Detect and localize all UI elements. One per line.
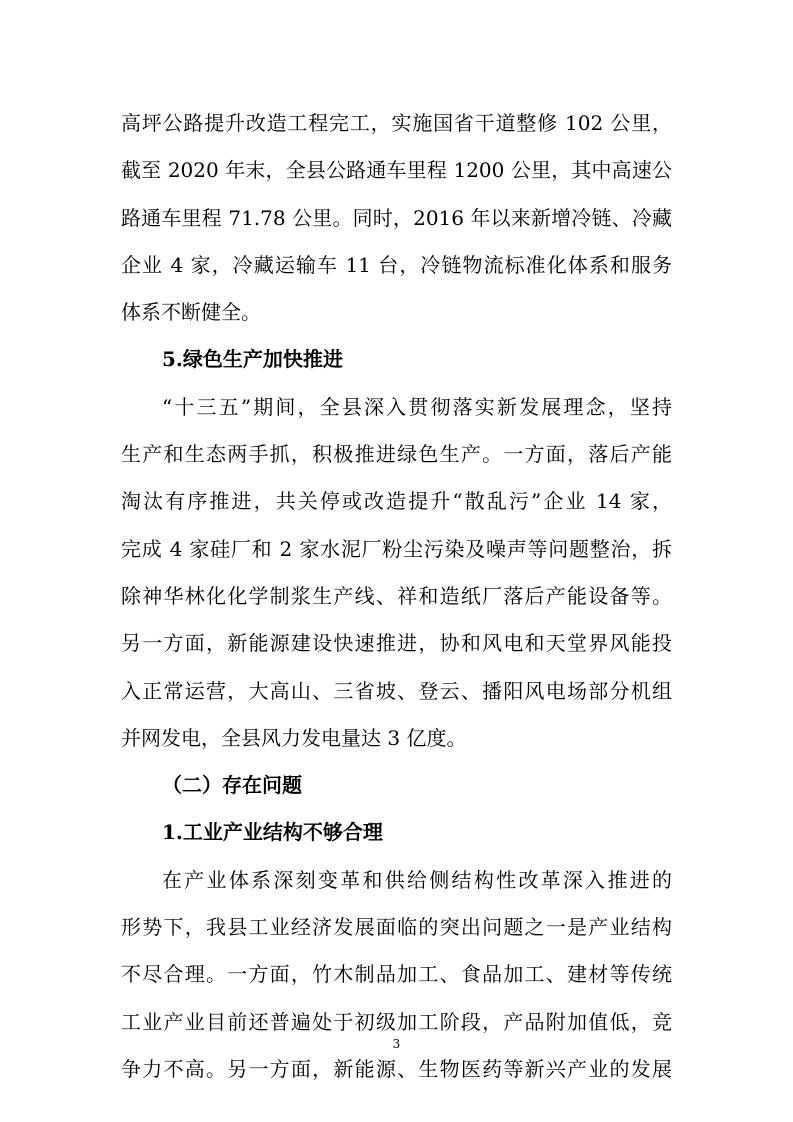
paragraph-line: 高坪公路提升改造工程完工，实施国省干道整修 102 公里， [121, 111, 672, 135]
paragraph-line: 企业 4 家，冷藏运输车 11 台，冷链物流标准化体系和服务 [121, 252, 672, 277]
paragraph-line: 完成 4 家硅厂和 2 家水泥厂粉尘污染及噪声等问题整治，拆 [121, 536, 672, 561]
chapter-heading: （二）存在问题 [162, 773, 302, 798]
paragraph-line: 工业产业目前还普遍处于初级加工阶段，产品附加值低，竞 [121, 1009, 672, 1034]
paragraph-line: 形势下，我县工业经济发展面临的突出问题之一是产业结构 [121, 915, 672, 940]
paragraph-line: 争力不高。另一方面，新能源、生物医药等新兴产业的发展 [121, 1056, 672, 1081]
document-body [121, 100, 672, 1093]
paragraph-line: 入正常运营，大高山、三省坡、登云、播阳风电场部分机组 [121, 678, 672, 703]
paragraph-line: 除神华林化化学制浆生产线、祥和造纸厂落后产能设备等。 [121, 583, 672, 608]
paragraph-line: “十三五”期间，全县深入贯彻落实新发展理念，坚持 [162, 394, 672, 419]
paragraph-line: 并网发电，全县风力发电量达 3 亿度。 [121, 725, 467, 750]
section-heading: 5.绿色生产加快推进 [162, 347, 343, 372]
page-number: 3 [392, 1037, 401, 1051]
paragraph-line: 不尽合理。一方面，竹木制品加工、食品加工、建材等传统 [121, 962, 672, 987]
paragraph-line: 另一方面，新能源建设快速推进，协和风电和天堂界风能投 [121, 631, 672, 656]
paragraph-line: 在产业体系深刻变革和供给侧结构性改革深入推进的 [162, 867, 672, 892]
paragraph-line: 生产和生态两手抓，积极推进绿色生产。一方面，落后产能 [121, 442, 672, 467]
paragraph-line: 淘汰有序推进，共关停或改造提升“散乱污”企业 14 家， [121, 489, 672, 514]
paragraph-line: 截至 2020 年末，全县公路通车里程 1200 公里，其中高速公 [121, 158, 672, 183]
section-heading: 1.工业产业结构不够合理 [162, 820, 383, 845]
paragraph-line: 路通车里程 71.78 公里。同时，2016 年以来新增冷链、冷藏 [121, 205, 672, 230]
paragraph-line: 体系不断健全。 [121, 300, 261, 325]
